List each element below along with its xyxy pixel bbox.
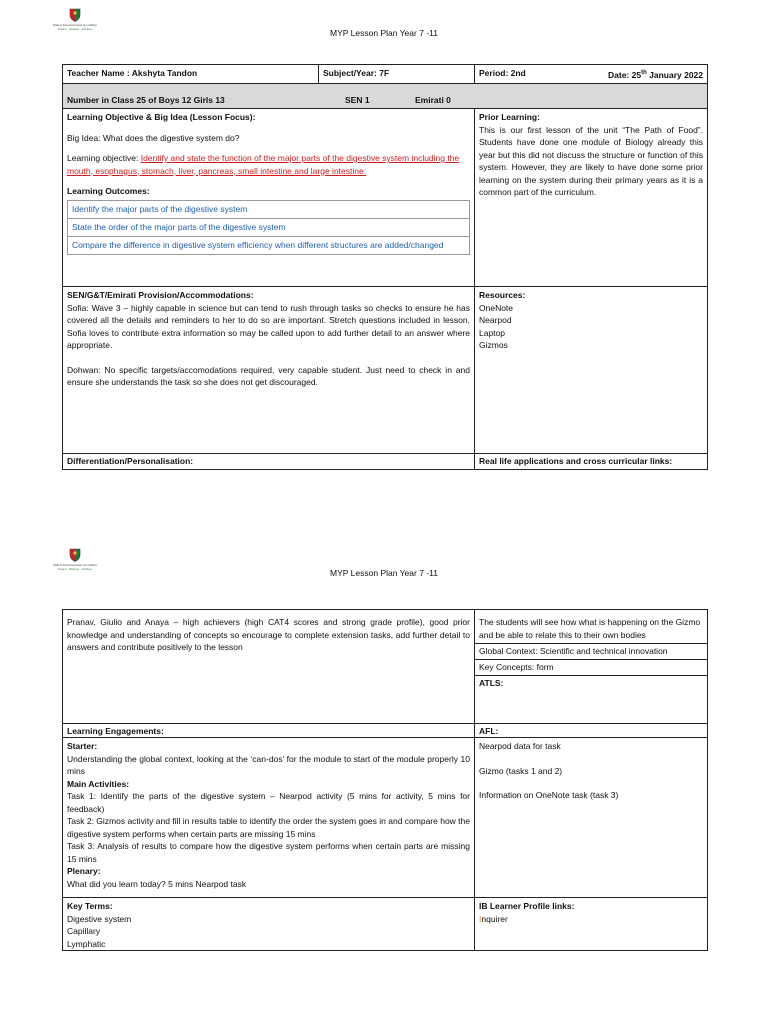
task-1: Task 1: Identify the parts of the digestive system – Nearpod activity (5 mins for activity, 5 mins for feedback) xyxy=(67,791,470,814)
key-term: Digestive system xyxy=(67,913,132,924)
school-name: Dubai International Academy xyxy=(52,23,98,27)
outcome-item: Identify the major parts of the digestive system xyxy=(68,201,469,219)
lesson-plan-table xyxy=(62,609,708,951)
ib-heading: IB Learner Profile links: xyxy=(479,901,575,911)
ib-profile-item: Inquirer xyxy=(479,913,508,924)
sen-sofia: Sofia: Wave 3 – highly capable in science but can tend to rush through tasks so checks to ensure he has covered all the details and reminders to her to do so are important. Stretch questions included in lesson, Sofia loves to contribute extra information so may be called upon to add further detail to an answer where appropriate. xyxy=(67,302,470,350)
teacher-name: Teacher Name : Akshyta Tandon xyxy=(63,65,319,83)
differentiation-row xyxy=(63,454,707,469)
objective-row xyxy=(63,109,707,287)
starter-heading: Starter: xyxy=(67,741,98,751)
period-date xyxy=(475,65,707,83)
sen-count: SEN 1 xyxy=(345,94,370,105)
key-term: Lymphatic xyxy=(67,938,106,949)
school-motto: Dream · Believe · Achieve xyxy=(57,27,93,31)
key-terms-row xyxy=(63,898,707,950)
outcomes-heading: Learning Outcomes: xyxy=(67,186,150,196)
engagements-header-row xyxy=(63,724,707,738)
prior-text: This is our first lesson of the unit “The Path of Food”. Students have done one module of Biology already this year but this did not discuss the structure or function of this system. However, they are likely to have done some prior learning on the system during their primary years as it is a common part of the curriculum. xyxy=(479,124,703,197)
engagements-cell xyxy=(63,738,475,897)
differentiation-heading: Differentiation/Personalisation: xyxy=(63,454,475,469)
resource-item: OneNote xyxy=(479,302,514,313)
ib-profile-cell xyxy=(475,898,707,950)
teacher-row xyxy=(63,65,707,84)
objective-cell xyxy=(63,109,475,286)
period: Period: 2nd xyxy=(479,68,526,78)
sen-dohwan: Dohwan: No specific targets/accomodations required, very capable student. Just need to check in and ensure she understands the task so she does not get discouraged. xyxy=(67,364,470,387)
afl-item: Nearpod data for task xyxy=(479,741,561,751)
key-concepts: Key Concepts: form xyxy=(475,660,707,676)
subject-year: Subject/Year: 7F xyxy=(319,65,475,83)
starter-text: Understanding the global context, looking at the ‘can-dos’ for the module to start of the module properly 10 mins xyxy=(67,753,470,776)
outcomes-list xyxy=(67,200,470,255)
resources-heading: Resources: xyxy=(479,290,526,300)
lesson-date: Date: 25th January 2022 xyxy=(608,69,703,80)
lesson-plan-table xyxy=(62,64,708,470)
plenary-heading: Plenary: xyxy=(67,866,101,876)
sen-row xyxy=(63,287,707,454)
emirati-count: Emirati 0 xyxy=(415,94,451,105)
afl-item: Information on OneNote task (task 3) xyxy=(479,790,619,800)
atls: ATLS: xyxy=(479,678,504,688)
resources-cell xyxy=(475,287,707,453)
afl-heading: AFL: xyxy=(479,726,499,736)
main-heading: Main Activities: xyxy=(67,778,130,789)
key-terms-heading: Key Terms: xyxy=(67,901,113,911)
engagements-row xyxy=(63,738,707,898)
school-motto: Dream · Believe · Achieve xyxy=(57,567,93,571)
real-life-heading: Real life applications and cross curricular links: xyxy=(479,456,673,466)
resource-item: Laptop xyxy=(479,327,505,338)
outcome-item: State the order of the major parts of the digestive system xyxy=(68,219,469,237)
key-term: Capillary xyxy=(67,926,101,936)
task-3: Task 3: Analysis of results to compare how the digestive system performs when certain parts are missing 15 mins xyxy=(67,841,470,864)
objective-text: Identify and state the function of the major parts of the digestive system including the mouth, esophagus, stomach, liver, pancreas, small intestine and large intestine. xyxy=(67,153,460,176)
key-terms-cell xyxy=(63,898,475,950)
page-title: MYP Lesson Plan Year 7 -11 xyxy=(330,568,438,578)
task-2: Task 2: Gizmos activity and fill in results table to identify the order the system goes in and compare how the digestive system performs when certain parts are missing 15 mins xyxy=(67,816,470,839)
school-name: Dubai International Academy xyxy=(52,563,98,567)
outcome-item: Compare the difference in digestive system efficiency when different structures are added/changed xyxy=(72,239,444,250)
page-title: MYP Lesson Plan Year 7 -11 xyxy=(330,28,438,38)
school-crest-icon xyxy=(69,548,81,562)
page-1 xyxy=(0,0,768,500)
global-context: Global Context: Scientific and technical innovation xyxy=(475,644,707,660)
resource-item: Nearpod xyxy=(479,315,512,325)
objective-heading: Learning Objective & Big Idea (Lesson Focus): xyxy=(67,112,256,122)
class-count-row xyxy=(63,84,707,109)
sen-cell xyxy=(63,287,475,453)
school-crest-icon xyxy=(69,8,81,22)
page-2 xyxy=(0,540,768,1024)
big-idea: Big Idea: What does the digestive system do? xyxy=(67,132,240,143)
prior-heading: Prior Learning: xyxy=(479,112,540,122)
achievers-text: Pranav, Giulio and Anaya – high achievers (high CAT4 scores and strong grade profile), good prior knowledge and understanding of concepts so encourage to complete extension tasks, add further detail to answers and contribute positively to the lesson xyxy=(63,610,475,723)
achievers-row xyxy=(63,610,707,724)
afl-item: Gizmo (tasks 1 and 2) xyxy=(479,765,563,776)
prior-learning-cell xyxy=(475,109,707,286)
class-count: Number in Class 25 of Boys 12 Girls 13 xyxy=(67,94,225,105)
plenary-text: What did you learn today? 5 mins Nearpod task xyxy=(67,878,247,889)
sen-heading: SEN/G&T/Emirati Provision/Accommodations: xyxy=(67,290,254,300)
resource-item: Gizmos xyxy=(479,340,508,350)
context-cell xyxy=(475,610,707,723)
learning-objective: Learning objective: Identify and state the function of the major parts of the digestive system including the mouth, esophagus, stomach, liver, pancreas, small intestine and large intestine. xyxy=(67,153,460,176)
afl-cell xyxy=(475,738,707,897)
engagements-heading: Learning Engagements: xyxy=(63,724,475,737)
real-life-text: The students will see how what is happening on the Gizmo and be able to relate this to their own bodies xyxy=(475,610,707,644)
